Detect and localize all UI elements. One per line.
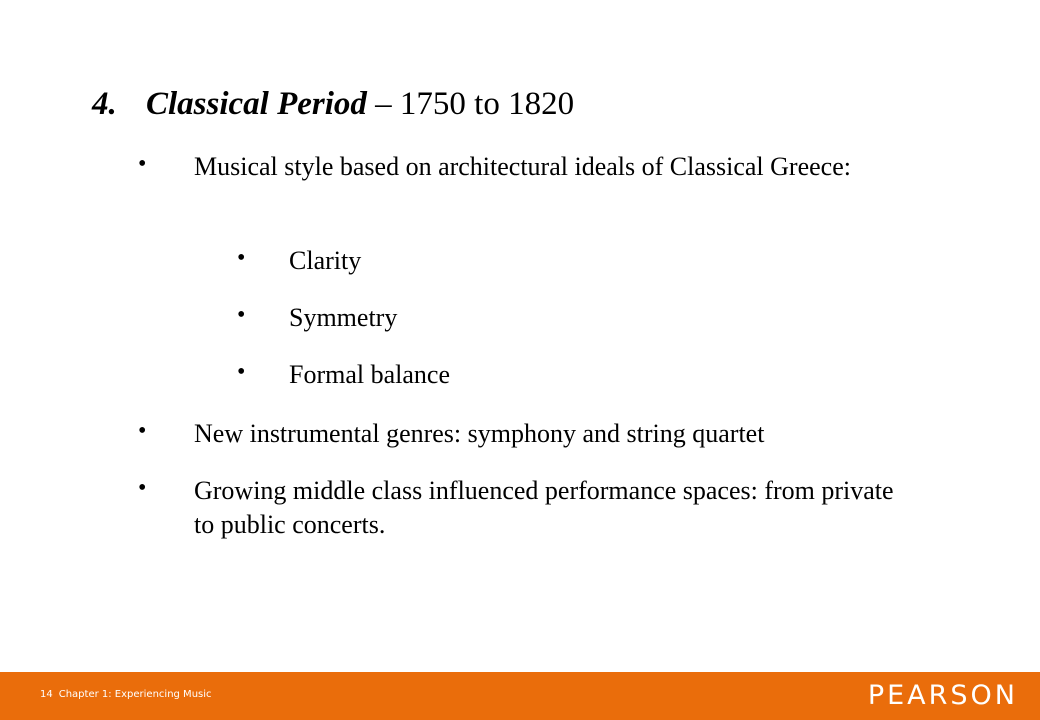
slide-heading — [92, 84, 574, 124]
bullet-icon: • — [237, 359, 246, 385]
heading-number: 4. — [92, 86, 117, 122]
bullet-text: Symmetry — [289, 303, 398, 332]
bullet-icon: • — [138, 475, 147, 501]
bullet-text: Clarity — [289, 246, 362, 275]
bullet-icon: • — [237, 245, 246, 271]
footer-bar — [0, 672, 1040, 720]
bullet-text: Musical style based on architectural ideals of Classical Greece: — [194, 152, 851, 181]
heading-title: Classical Period — [146, 86, 367, 122]
bullet-icon: • — [138, 418, 147, 444]
bullet-item — [138, 474, 894, 542]
heading-dates: – 1750 to 1820 — [375, 86, 575, 122]
page-number: 14 — [40, 689, 53, 700]
bullet-icon: • — [138, 151, 147, 177]
sub-bullet-item — [237, 301, 889, 335]
chapter-title: Chapter 1: Experiencing Music — [58, 689, 212, 700]
bullet-item — [138, 150, 914, 184]
sub-bullet-item — [237, 244, 889, 278]
bullet-text: Growing middle class influenced performance spaces: from private to public concerts. — [194, 476, 894, 539]
bullet-item — [138, 417, 954, 451]
bullet-text: New instrumental genres: symphony and string quartet — [194, 419, 765, 448]
bullet-icon: • — [237, 302, 246, 328]
bullet-text: Formal balance — [289, 360, 450, 389]
pearson-logo: PEARSON — [867, 680, 1018, 711]
footer-caption — [40, 689, 212, 700]
sub-bullet-item — [237, 358, 889, 392]
